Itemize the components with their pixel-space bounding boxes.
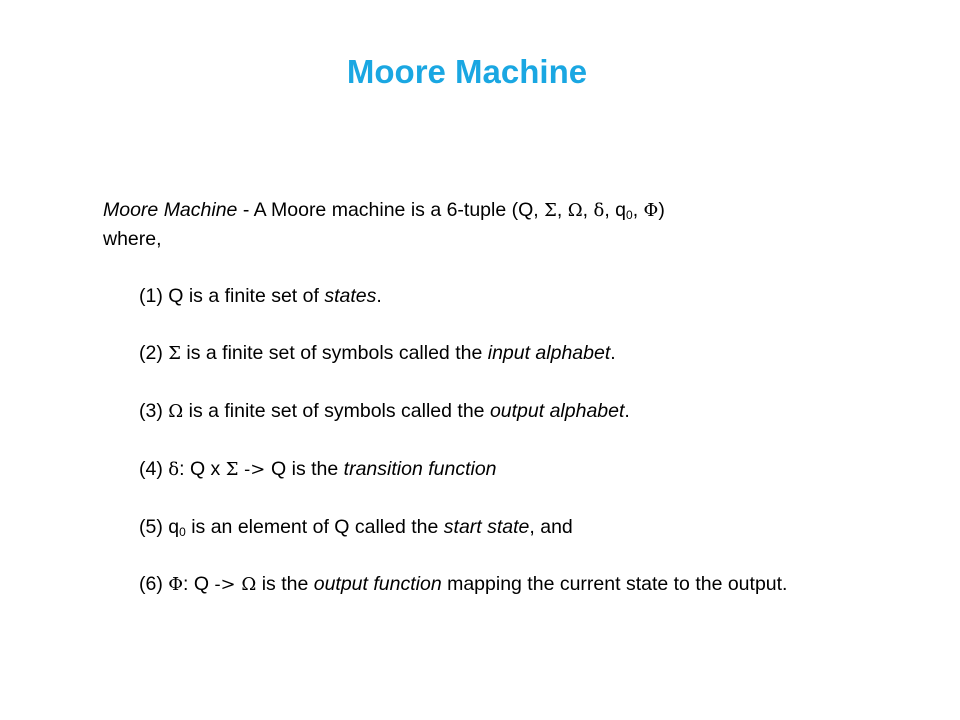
item-number: (4): [139, 458, 163, 480]
sigma-symbol: Σ: [168, 343, 181, 364]
sigma-symbol: Σ: [544, 200, 557, 221]
definition-sep: ,: [632, 199, 644, 221]
phi-symbol: Φ: [168, 574, 184, 595]
definition-sep: , q: [604, 199, 627, 221]
item-text: is a finite set of symbols called the: [181, 342, 488, 364]
definition-paragraph: [103, 196, 843, 253]
item-emphasis: input alphabet: [487, 342, 611, 364]
omega-symbol: Ω: [567, 200, 583, 221]
list-item: [139, 339, 843, 368]
definition-sep: ,: [582, 199, 594, 221]
item-emphasis: states: [324, 285, 377, 307]
item-text: is a finite set of symbols called the: [183, 400, 490, 422]
item-emphasis: output function: [313, 573, 442, 595]
item-emphasis: start state: [443, 516, 530, 538]
item-text: is an element of Q called the: [185, 516, 444, 538]
item-text: , and: [529, 516, 573, 538]
definition-close: ): [658, 199, 665, 221]
item-text: is the: [256, 573, 314, 595]
slide-title: Moore Machine: [346, 53, 588, 90]
delta-symbol: δ: [593, 200, 605, 221]
arrow-symbol: ->: [238, 459, 272, 480]
item-emphasis: transition function: [343, 458, 497, 480]
item-text: q: [162, 516, 180, 538]
definition-where: where,: [103, 228, 162, 250]
item-number: (3): [139, 400, 163, 422]
item-text: Q is the: [271, 458, 344, 480]
definition-term: Moore Machine: [103, 199, 238, 221]
definition-lead: - A Moore machine is a 6-tuple (Q,: [237, 199, 545, 221]
definition-sep: ,: [556, 199, 568, 221]
list-item: [139, 282, 843, 310]
item-number: (5): [139, 516, 163, 538]
item-number: (6): [139, 573, 163, 595]
delta-symbol: δ: [168, 459, 180, 480]
item-text: .: [610, 342, 616, 364]
list-item: [139, 513, 843, 541]
item-emphasis: output alphabet: [489, 400, 625, 422]
item-text: : Q: [183, 573, 215, 595]
arrow-symbol: ->: [214, 574, 242, 595]
slide-body: [103, 196, 843, 599]
item-text: Q is a finite set of: [162, 285, 325, 307]
item-text: .: [624, 400, 630, 422]
item-text: : Q x: [179, 458, 226, 480]
omega-symbol: Ω: [241, 574, 257, 595]
item-text: mapping the current state to the output.: [441, 573, 788, 595]
omega-symbol: Ω: [168, 401, 184, 422]
sigma-symbol: Σ: [225, 459, 239, 480]
list-item: [139, 570, 843, 599]
item-text: .: [376, 285, 382, 307]
phi-symbol: Φ: [643, 200, 659, 221]
list-item: [139, 455, 843, 484]
item-number: (2): [139, 342, 163, 364]
q-subscript: 0: [179, 525, 186, 539]
q-subscript: 0: [626, 208, 633, 222]
list-item: [139, 397, 843, 426]
item-number: (1): [139, 285, 163, 307]
